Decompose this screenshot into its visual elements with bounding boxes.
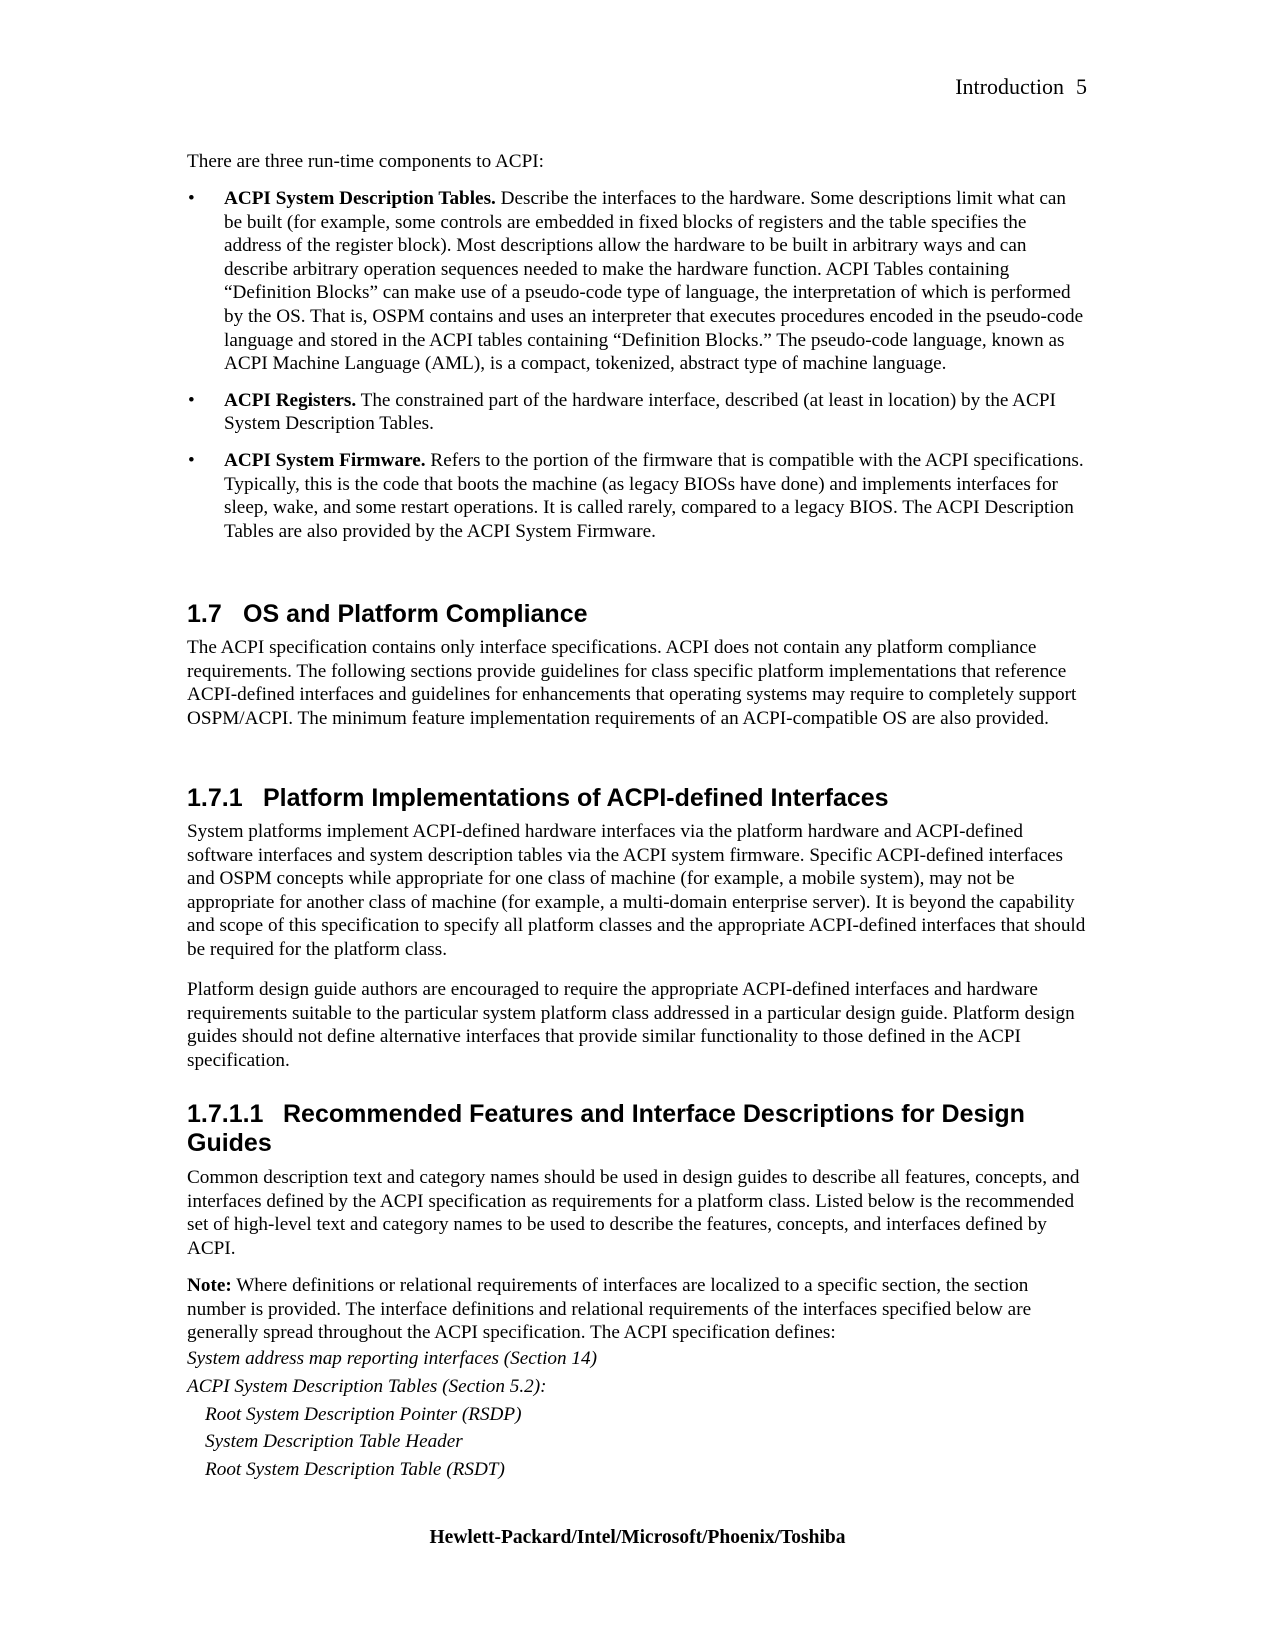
section-title: Platform Implementations of ACPI-defined Interfaces (263, 784, 889, 812)
section-1-7-1-para-1: System platforms implement ACPI-defined hardware interfaces via the platform hardware and ACPI-defined software interfaces and system description tables via the ACPI system firmware. Specific ACPI-defined interfaces and OSPM concepts while appropriate for one class of machine (for example, a mobile system), may not be appropriate for another class of machine (for example, a multi-domain enterprise server). It is beyond the capability and scope of this specification to specify all platform classes and the appropriate ACPI-defined interfaces that should be required for the platform class. (187, 821, 1086, 960)
list-item-text: Refers to the portion of the firmware that is compatible with the ACPI specifications. Typically, this is the code that boots the machine (as legacy BIOSs have done) and implements interfaces for sleep, wake, and some restart operations. It is called rarely, compared to a legacy BIOS. The ACPI Description Tables are also provided by the ACPI System Firmware. (224, 449, 1084, 542)
list-item-term: ACPI System Firmware. (224, 449, 426, 471)
section-heading-1-7 (187, 599, 1087, 629)
list-item-text: The constrained part of the hardware interface, described (at least in location) by the ACPI System Description Tables. (224, 389, 1056, 435)
section-heading-1-7-1-1 (187, 1100, 1087, 1158)
intro-paragraph: There are three run-time components to ACPI: (187, 151, 544, 172)
running-header (955, 74, 1087, 100)
note-label: Note: (187, 1275, 232, 1296)
bullet-icon: • (188, 188, 195, 209)
bullet-icon: • (188, 449, 195, 471)
section-number: 1.7.1.1 (187, 1100, 264, 1128)
list-item (187, 187, 1087, 376)
section-1-7-body: The ACPI specification contains only interface specifications. ACPI does not contain any platform compliance requirements. The following sections provide guidelines for class specific platform implementations that reference ACPI-defined interfaces and guidelines for enhancements that operating systems may require to completely support OSPM/ACPI. The minimum feature implementation requirements of an ACPI-compatible OS are also provided. (187, 637, 1077, 729)
definitions-list (187, 1345, 1087, 1484)
page-footer: Hewlett-Packard/Intel/Microsoft/Phoenix/Toshiba (429, 1527, 846, 1548)
section-number: 1.7 (187, 600, 222, 628)
section-title: OS and Platform Compliance (243, 600, 588, 628)
list-item-term: ACPI Registers. (224, 389, 357, 411)
list-item: System Description Table Header (205, 1431, 463, 1453)
runtime-components-list (187, 187, 1087, 556)
note-paragraph (187, 1274, 1087, 1345)
list-item: System address map reporting interfaces (Section 14) (187, 1348, 597, 1369)
page-number: 5 (1076, 74, 1087, 99)
note-text: Where definitions or relational requirements of interfaces are localized to a specific section, the section number is provided. The interface definitions and relational requirements of the interfaces specified below are generally spread throughout the ACPI specification. The ACPI specification defines: (187, 1275, 1032, 1344)
list-item (187, 389, 1087, 436)
list-item-text: Describe the interfaces to the hardware. Some descriptions limit what can be built (for example, some controls are embedded in fixed blocks of registers and the table specifies the address of the register block). Most descriptions allow the hardware to be built in arbitrary ways and can describe arbitrary operation sequences needed to make the hardware function. ACPI Tables containing “Definition Blocks” can make use of a pseudo-code type of language, the interpretation of which is performed by the OS. That is, OSPM contains and uses an interpreter that executes procedures encoded in the pseudo-code language and stored in the ACPI tables containing “Definition Blocks.” The pseudo-code language, known as ACPI Machine Language (AML), is a compact, tokenized, abstract type of machine language. (224, 188, 1084, 375)
section-number: 1.7.1 (187, 784, 243, 812)
section-title: Recommended Features and Interface Descriptions for Design Guides (187, 1100, 1025, 1157)
section-heading-1-7-1 (187, 783, 1087, 813)
list-item: ACPI System Description Tables (Section 5.2): (187, 1375, 547, 1397)
bullet-icon: • (188, 389, 195, 411)
section-1-7-1-1-para-1: Common description text and category names should be used in design guides to describe all features, concepts, and interfaces defined by the ACPI specification as requirements for a platform class. Listed below is the recommended set of high-level text and category names to be used to describe the features, concepts, and interfaces defined by ACPI. (187, 1167, 1080, 1259)
section-1-7-1-para-2: Platform design guide authors are encouraged to require the appropriate ACPI-defined interfaces and hardware requirements suitable to the particular system platform class addressed in a particular design guide. Platform design guides should not define alternative interfaces that provide similar functionality to those defined in the ACPI specification. (187, 979, 1075, 1071)
list-item: Root System Description Pointer (RSDP) (205, 1403, 522, 1425)
list-item (187, 449, 1087, 543)
list-item: Root System Description Table (RSDT) (205, 1459, 505, 1481)
list-item-term: ACPI System Description Tables. (224, 188, 496, 209)
header-section-title: Introduction (955, 74, 1064, 99)
